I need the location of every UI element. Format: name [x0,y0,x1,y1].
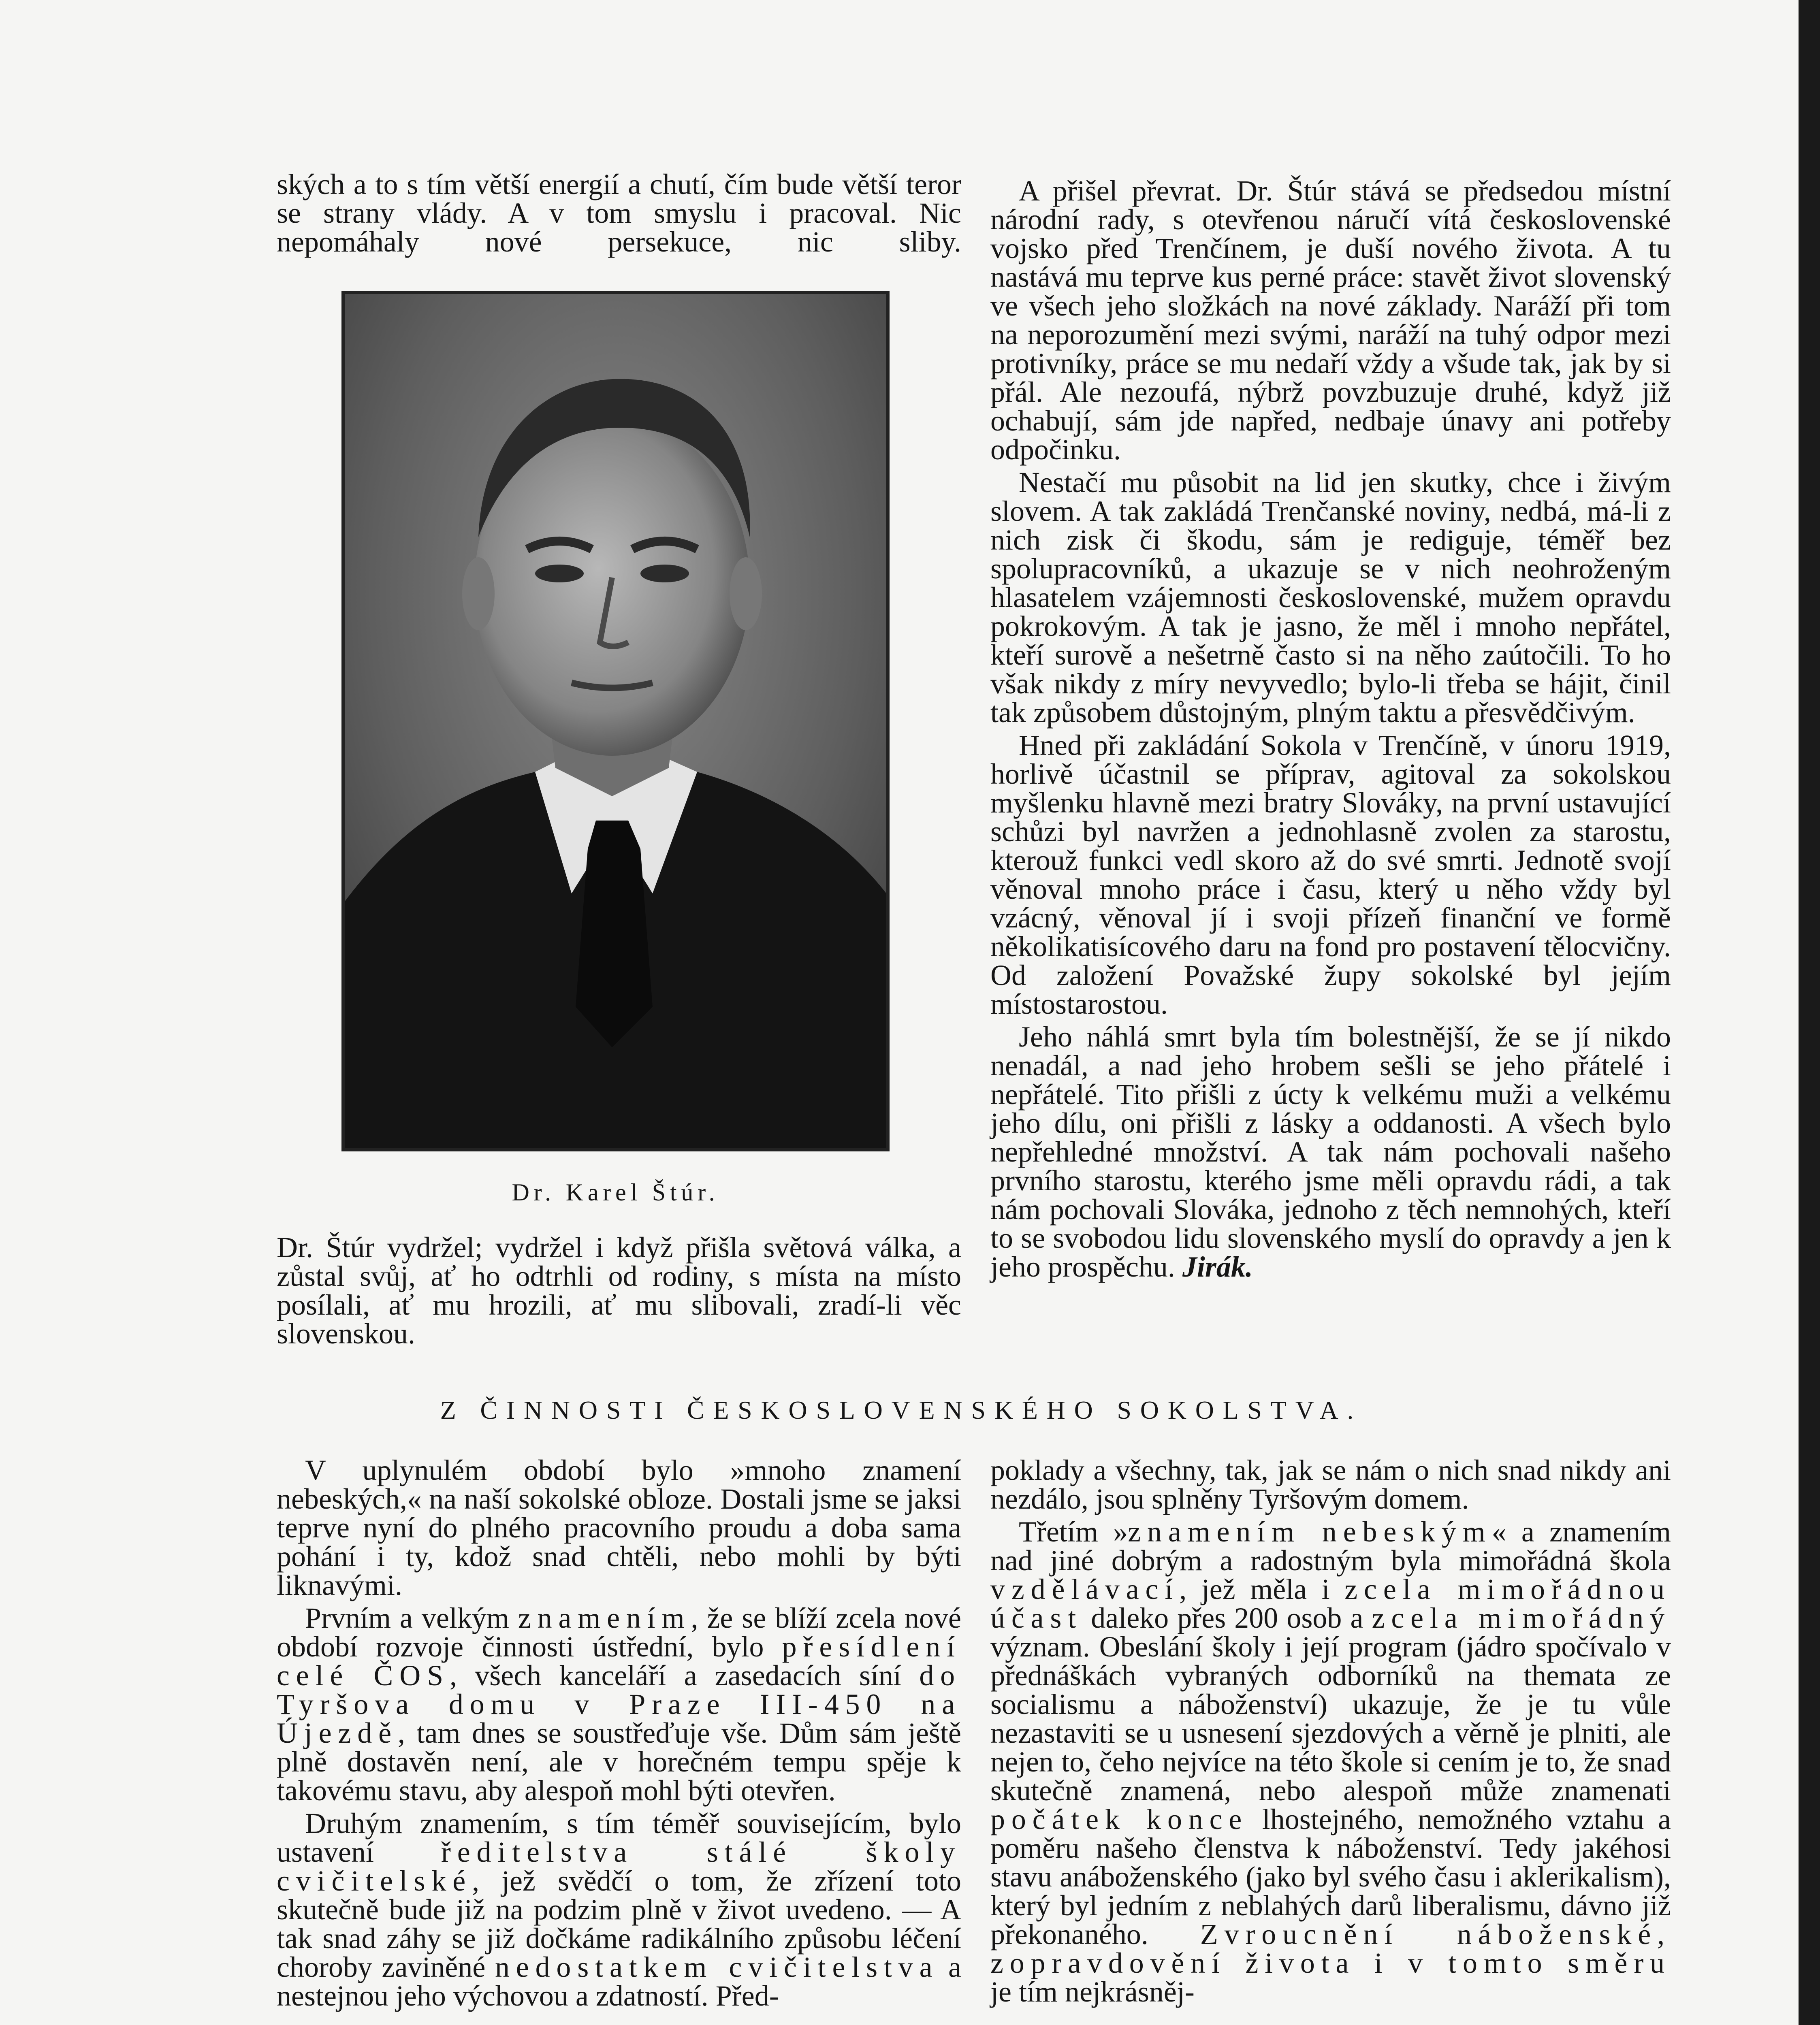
emphasis: znamením [518,1602,691,1634]
paragraph [277,1604,961,1805]
emphasis: zcela mimořádnou účast [990,1573,1671,1634]
text-run: « a znamením nad jiné dobrým a radostným byla mimořádná škola [990,1516,1671,1577]
paragraph: ských a to s tím větší energií a chutí, čím bude větší teror se strany vlády. A v tom smyslu i pracoval. Nic nepomáhaly nové persekuce, nic sliby. [277,168,961,258]
portrait-photo [341,291,890,1151]
paragraph [990,1518,1671,2006]
text-run: , tam dnes se soustřeďuje vše. Dům sám ještě plně dostavěn není, ale v horečném tempu spěje k takovému stavu, aby alespoň mohl býti otevřen. [277,1717,961,1807]
photo-caption: Dr. Karel Štúr. [512,1179,719,1206]
text-column-bottom-right [990,1456,1671,2006]
text-run: , všech kanceláří a zasedacích síní [449,1659,920,1692]
emphasis: Zvroucnění náboženské, zopravdovění života i v tomto směru [990,1918,1671,1979]
emphasis: počátek konce [990,1803,1248,1835]
emphasis: přesídlení celé ČOS [277,1631,961,1692]
text-column-mid-left [277,1233,961,1348]
paragraph-text: Jeho náhlá smrt byla tím bolestnější, že se jí nikdo nenadál, a nad jeho hrobem sešli se jeho přátelé i nepřátelé. Tito přišli z úcty k velkému muži a velkému jeho dílu, oni přišli z lásky a oddanosti. A všech bylo nepřehledné množství. A tak nám pochovali našeho prvního starostu, kterého jsme měli opravdu rádi, a tak nám pochovali Slováka, jednoho z těch nemnohých, kteří to se svobodou lidu slovenského myslí do opravdy a jen k jeho prospěchu. [990,1021,1671,1283]
emphasis: znamením nebeským [1128,1516,1492,1548]
paragraph [990,1023,1671,1281]
text-column-bottom-left [277,1456,961,2010]
paragraph: V uplynulém období bylo »mnoho znamení nebeských,« na naší sokolské obloze. Dostali jsme se jaksi teprve nyní do plného pracovního proudu a doba sama pohání i ty, kdož snad chtěli, nebo mohli by býti liknavými. [277,1454,961,1601]
portrait-illustration [345,294,886,1148]
text-run: lhostejného, nemožného vztahu a poměru našeho členstva k náboženství. Tedy jakéhosi stavu anáboženského (jako byl svého času i aklerikalism), který byl jedním z neblahých darů liberalismu, dávno již překonaného. [990,1803,1671,1950]
paragraph: Hned při zakládání Sokola v Trenčíně, v únoru 1919, horlivě účastnil se příprav, agitoval za sokolskou myšlenku hlavně mezi bratry Slováky, na první ustavující schůzi byl navržen a jednohlasně zvolen za starostu, kterouž funkci vedl skoro až do své smrti. Jednotě svojí věnoval mnoho práce i času, který u něho vždy byl vzácný, věnoval jí i svoji přízeň finanční ve formě několikatisícového daru na fond pro postavení tělocvičny. Od založení Považské župy sokolské byl jejím místostarostou. [990,729,1671,1020]
text-run: , že se blíží zcela nové období rozvoje činnosti ústřední, bylo [277,1602,961,1663]
text-run: je tím nejkrásněj- [990,1976,1195,2008]
text-run: a nestejnou jeho výchovou a zdatností. Před- [277,1951,961,2012]
text-run: Třetím » [1019,1516,1128,1548]
emphasis: vzdělávací [990,1573,1180,1605]
paragraph: Nestačí mu působit na lid jen skutky, chce i živým slovem. A tak zakládá Trenčanské noviny, nedbá, má-li z nich zisk či škodu, sám je rediguje, téměř bez spolupracovníků, a ukazuje se v nich neohroženým hlasatelem vzájemnosti československé, mužem opravdu pokrokovým. A tak je jasno, že měl i mnoho nepřátel, kteří surově a nešetrně často si na něho zaútočili. To ho však nikdy z míry nevyvedlo; bylo-li třeba se hájit, činil tak způsobem důstojným, plným taktu a přesvědčivým. [990,466,1671,729]
paragraph: poklady a všechny, tak, jak se nám o nich snad nikdy ani nezdálo, jsou splněny Tyršovým domem. [990,1454,1671,1515]
section-heading: Z ČINNOSTI ČESKOSLOVENSKÉHO SOKOLSTVA. [440,1396,1363,1424]
text-column-top-right [990,177,1671,1281]
emphasis: ředitelstva stálé školy cvičitelské [277,1836,961,1897]
text-run: , jež svědčí o tom, že zřízení toto skutečně bude již na podzim plně v život uvedeno. — A tak snad záhy se již dočkáme radikálního způsobu léčení choroby zaviněné [277,1865,961,1983]
text-run: Prvním a velkým [305,1602,518,1634]
text-column-top-left [277,170,961,256]
paragraph: Dr. Štúr vydržel; vydržel i když přišla světová válka, a zůstal svůj, ať ho odtrhli od rodiny, s místa na místo posílali, ať mu hrozili, ať mu slibovali, zradí-li věc slovenskou. [277,1231,961,1350]
emphasis: zcela mimořádný [1372,1602,1671,1634]
text-run: Druhým znamením, s tím téměř souvisejícím, bylo ustavení [277,1807,961,1868]
text-run: , jež měla i [1179,1573,1345,1605]
text-run: daleko přes 200 osob a [1082,1602,1372,1634]
text-run: význam. Obeslání školy i její program (jádro spočívalo v přednáškách vybraných odborníků na themata ze socialismu a náboženství) ukazuje, že je tu vůle nezastaviti se u usnesení sjezdových a věrně je plniti, ale nejen to, čeho nejvíce na této škole si cením je to, že snad skutečně znamená, nebo alespoň může znamenati [990,1631,1671,1807]
emphasis: nedostatkem cvičitelstva [495,1951,939,1983]
paragraph: A přišel převrat. Dr. Štúr stává se předsedou místní národní rady, s otevřenou náručí vítá československé vojsko před Trenčínem, je duší nového života. A tu nastává mu teprve kus perné práce: stavět život slovenský ve všech jeho složkách na nové základy. Naráží při tom na neporozumění mezi svými, naráží na tuhý odpor mezi protivníky, práce se mu nedaří vždy a všude tak, jak by si přál. Ale nezoufá, nýbrž povzbuzuje druhé, když již ochabují, sám jde napřed, nedbaje únavy ani potřeby odpočinku. [990,175,1671,466]
paragraph [277,1809,961,2010]
author-signature: Jirák. [1182,1251,1253,1283]
emphasis: do Tyršova domu v Praze III-450 na Újezdě [277,1659,961,1749]
